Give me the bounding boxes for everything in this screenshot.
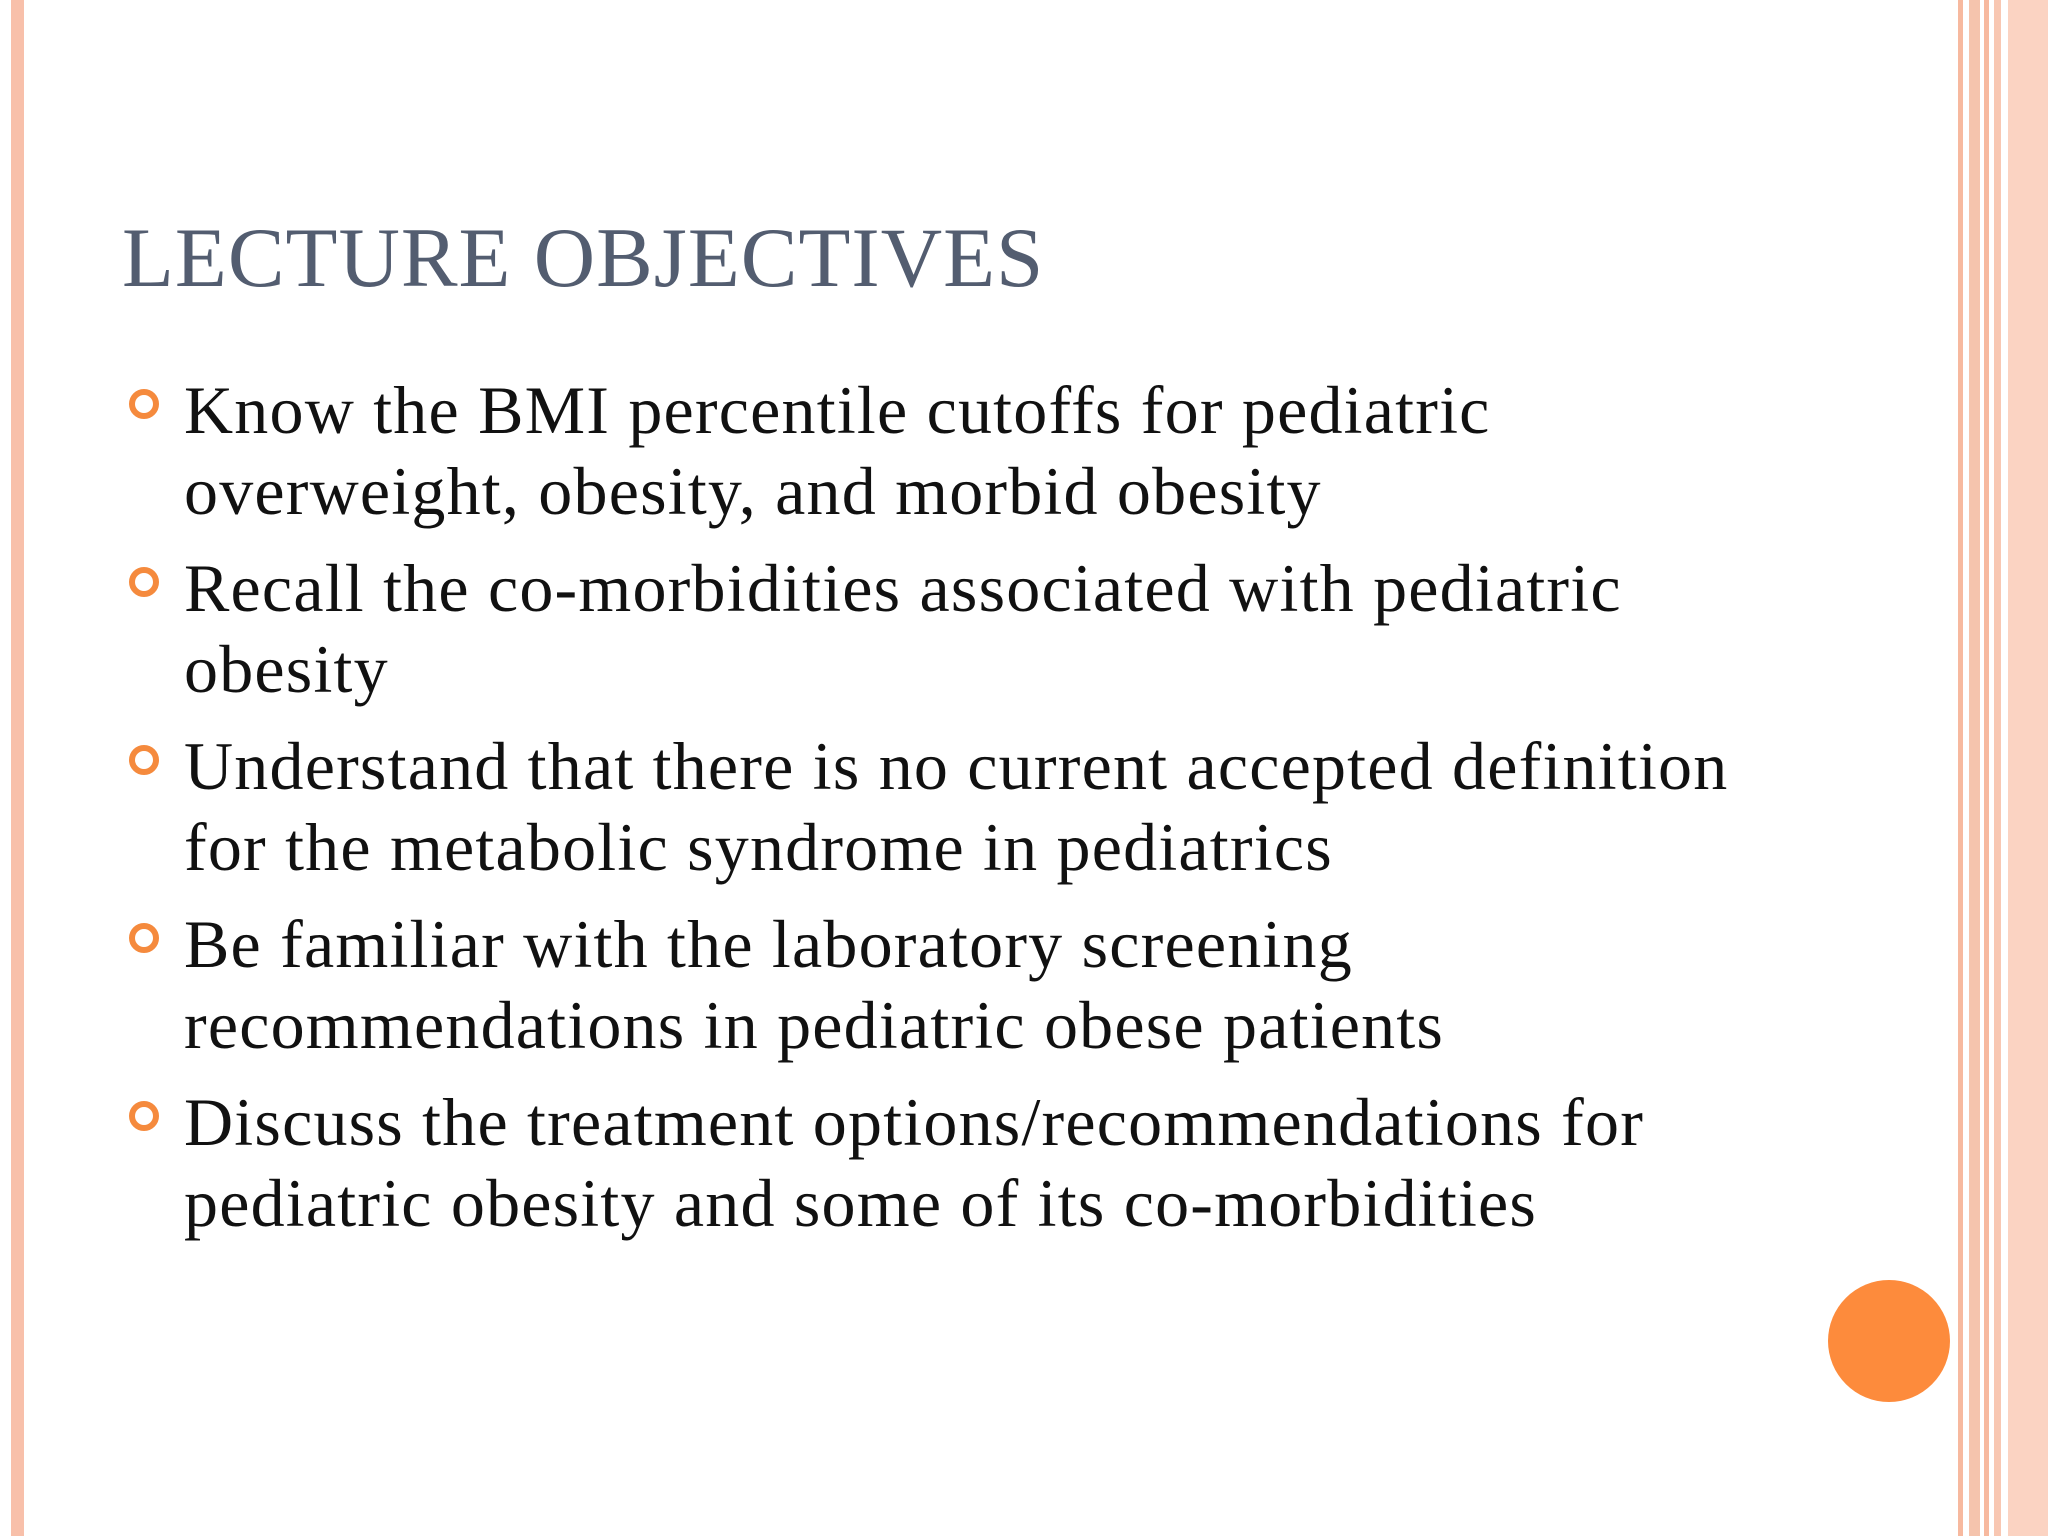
objective-item bbox=[122, 726, 1742, 888]
right-decorative-stripe bbox=[1969, 0, 1980, 1536]
right-decorative-stripe bbox=[1994, 0, 2001, 1536]
bullet-circle-icon bbox=[129, 745, 159, 775]
orange-accent-circle bbox=[1828, 1280, 1950, 1402]
bullet-circle-icon bbox=[129, 923, 159, 953]
right-decorative-stripe bbox=[1958, 0, 1963, 1536]
right-decorative-stripe bbox=[1984, 0, 1989, 1536]
bullet-circle-icon bbox=[129, 1101, 159, 1131]
objective-item bbox=[122, 1082, 1742, 1244]
bullet-circle-icon bbox=[129, 567, 159, 597]
right-decorative-stripe bbox=[2008, 0, 2048, 1536]
objective-item bbox=[122, 904, 1742, 1066]
objective-text: Recall the co-morbidities associated with pediatric obesity bbox=[184, 550, 1622, 707]
objective-text: Understand that there is no current accepted definition for the metabolic syndrome in pediatrics bbox=[184, 728, 1729, 885]
objective-text: Know the BMI percentile cutoffs for pediatric overweight, obesity, and morbid obesity bbox=[184, 372, 1491, 529]
objectives-list bbox=[122, 370, 1742, 1260]
bullet-circle-icon bbox=[129, 389, 159, 419]
objective-text: Be familiar with the laboratory screening recommendations in pediatric obese patients bbox=[184, 906, 1445, 1063]
left-decorative-stripe bbox=[11, 0, 24, 1536]
slide-title: LECTURE OBJECTIVES bbox=[122, 211, 1045, 305]
objective-item bbox=[122, 548, 1742, 710]
objective-text: Discuss the treatment options/recommendations for pediatric obesity and some of its co-morbidities bbox=[184, 1084, 1645, 1241]
objective-item bbox=[122, 370, 1742, 532]
